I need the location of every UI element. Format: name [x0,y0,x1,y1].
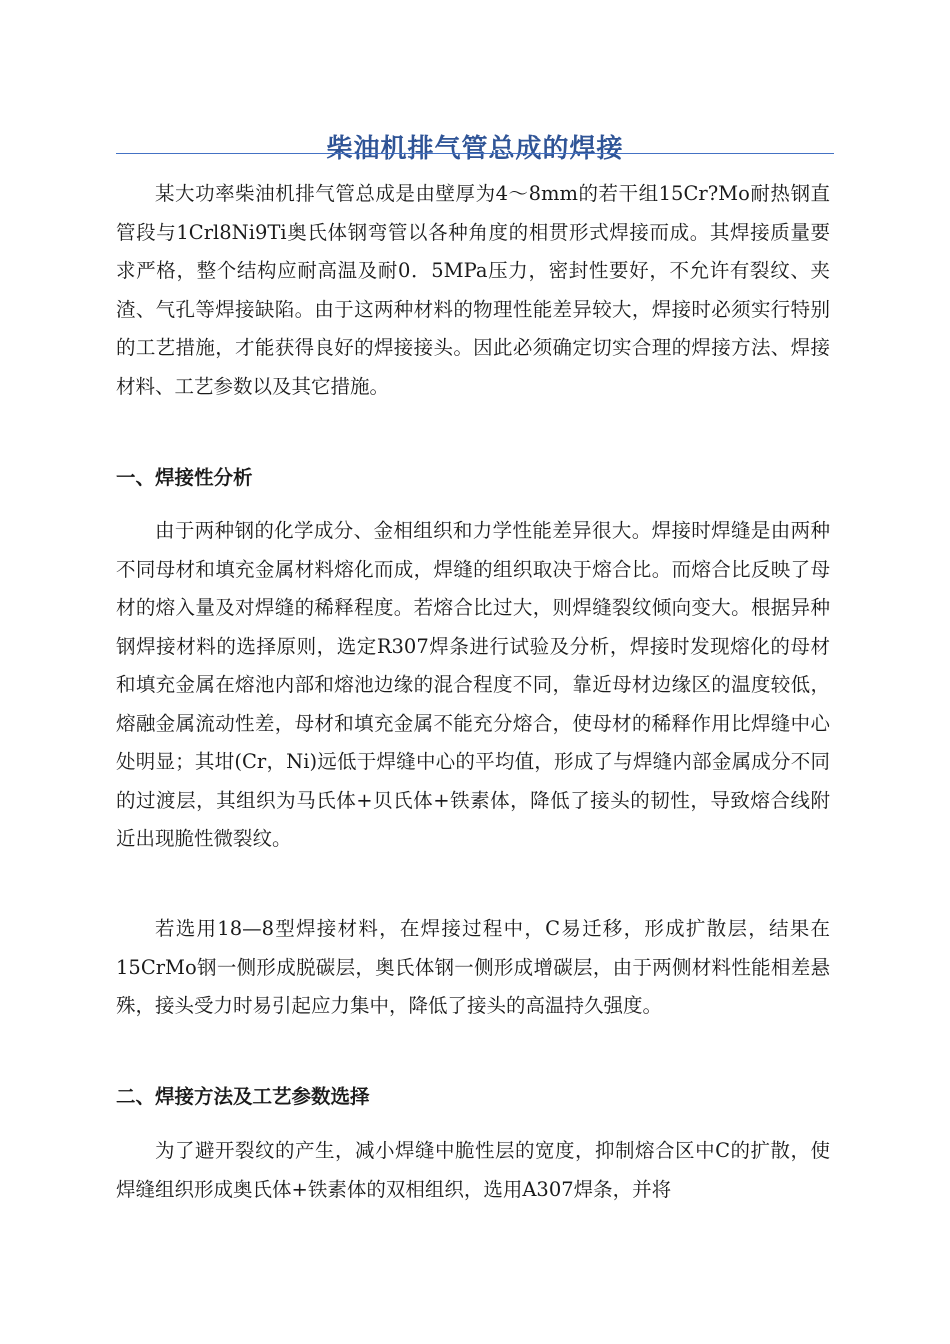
page-title: 柴油机排气管总成的焊接 [326,134,624,165]
section-heading-weldability: 一、焊接性分析 [116,466,253,489]
paragraph-weldability-2: 若选用18—8型焊接材料，在焊接过程中，C易迁移，形成扩散层，结果在15CrMo钢一侧形成脱碳层，奥氏体钢一侧形成增碳层，由于两侧材料性能相差悬殊，接头受力时易引起应力集中，降低了接头的高温持久强度。 [116,917,830,1017]
paragraph-method-1: 为了避开裂纹的产生，减小焊缝中脆性层的宽度，抑制熔合区中C的扩散，使焊缝组织形成奥氏体+铁素体的双相组织，选用A307焊条，并将 [116,1139,830,1201]
paragraph-weldability-1: 由于两种钢的化学成分、金相组织和力学性能差异很大。焊接时焊缝是由两种不同母材和填充金属材料熔化而成，焊缝的组织取决于熔合比。而熔合比反映了母材的熔入量及对焊缝的稀释程度。若熔合比过大，则焊缝裂纹倾向变大。根据异种钢焊接材料的选择原则，选定R307焊条进行试验及分析，焊接时发现熔化的母材和填充金属在熔池内部和熔池边缘的混合程度不同，靠近母材边缘区的温度较低，熔融金属流动性差，母材和填充金属不能充分熔合，使母材的稀释作用比焊缝中心处明显；其坩(Cr，Ni)远低于焊缝中心的平均值，形成了与焊缝内部金属成分不同的过渡层，其组织为马氏体+贝氏体+铁素体，降低了接头的韧性，导致熔合线附近出现脆性微裂纹。 [116,519,830,850]
paragraph-intro: 某大功率柴油机排气管总成是由壁厚为4～8mm的若干组15Cr?Mo耐热钢直管段与1Crl8Ni9Ti奥氏体钢弯管以各种角度的相贯形式焊接而成。其焊接质量要求严格，整个结构应耐高温及耐0．5MPa压力，密封性要好，不允许有裂纹、夹渣、气孔等焊接缺陷。由于这两种材料的物理性能差异较大，焊接时必须实行特别的工艺措施，才能获得良好的焊接接头。因此必须确定切实合理的焊接方法、焊接材料、工艺参数以及其它措施。 [116,182,830,398]
title-underline [116,153,834,154]
section-heading-method: 二、焊接方法及工艺参数选择 [116,1085,370,1108]
